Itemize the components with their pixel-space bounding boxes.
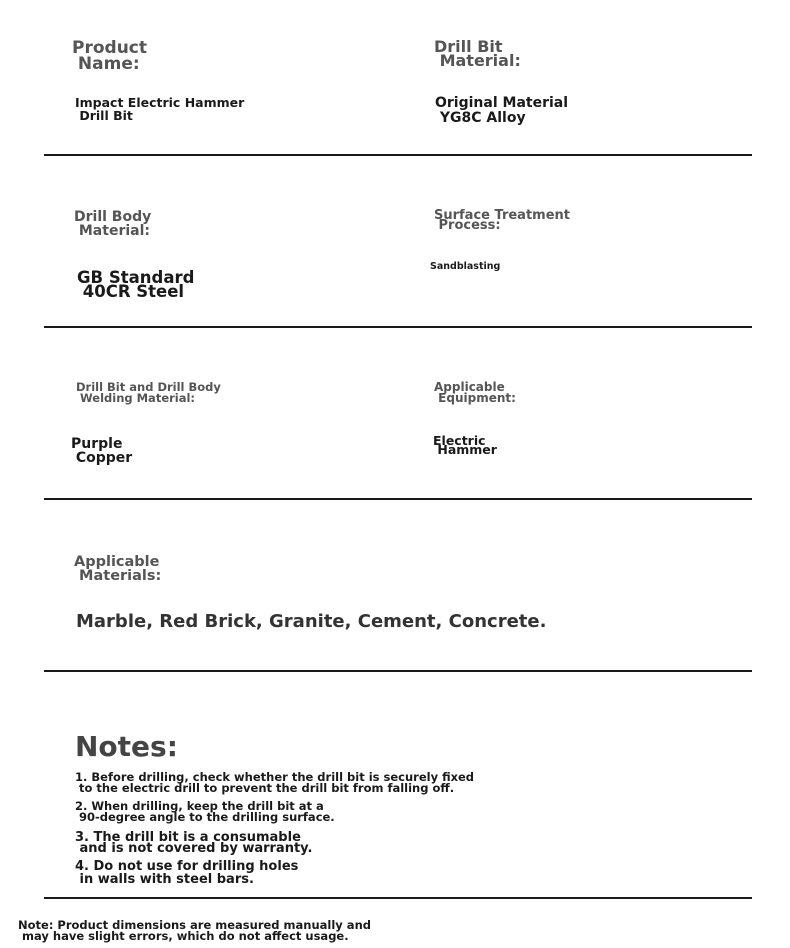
welding-material-label: Drill Bit and Drill Body Welding Material:: [76, 380, 221, 405]
note-item: 2. When drilling, keep the drill bit at a 90-degree angle to the drilling surface.: [75, 799, 335, 824]
divider: [44, 670, 752, 672]
note-item: 4. Do not use for drilling holes in walls with steel bars.: [75, 859, 299, 887]
drill-body-material-label: Drill Body Material:: [74, 209, 152, 239]
notes-title: Notes:: [75, 730, 178, 763]
applicable-equipment-value: Electric Hammer: [433, 433, 497, 457]
note-item: 1. Before drilling, check whether the drill bit is securely fixed to the electric drill to prevent the drill bit from falling off.: [75, 770, 475, 795]
divider: [44, 897, 752, 899]
divider: [44, 326, 752, 328]
footer-note: Note: Product dimensions are measured manually and may have slight errors, which do not affect usage.: [18, 918, 371, 943]
applicable-materials-value: Marble, Red Brick, Granite, Cement, Concrete.: [76, 611, 547, 632]
drill-bit-material-label: Drill Bit Material:: [434, 37, 521, 70]
drill-body-material-value: GB Standard 40CR Steel: [77, 268, 195, 301]
note-item: 3. The drill bit is a consumable and is not covered by warranty.: [75, 830, 313, 856]
applicable-materials-label: Applicable Materials:: [74, 554, 162, 584]
surface-treatment-value: Sandblasting: [430, 261, 501, 272]
surface-treatment-label: Surface Treatment Process:: [434, 208, 570, 233]
product-name-label: Product Name:: [72, 38, 147, 74]
welding-material-value: Purple Copper: [71, 436, 133, 466]
divider: [44, 498, 752, 500]
applicable-equipment-label: Applicable Equipment:: [434, 380, 516, 405]
divider: [44, 154, 752, 156]
product-name-value: Impact Electric Hammer Drill Bit: [75, 95, 245, 123]
drill-bit-material-value: Original Material YG8C Alloy: [435, 95, 569, 126]
